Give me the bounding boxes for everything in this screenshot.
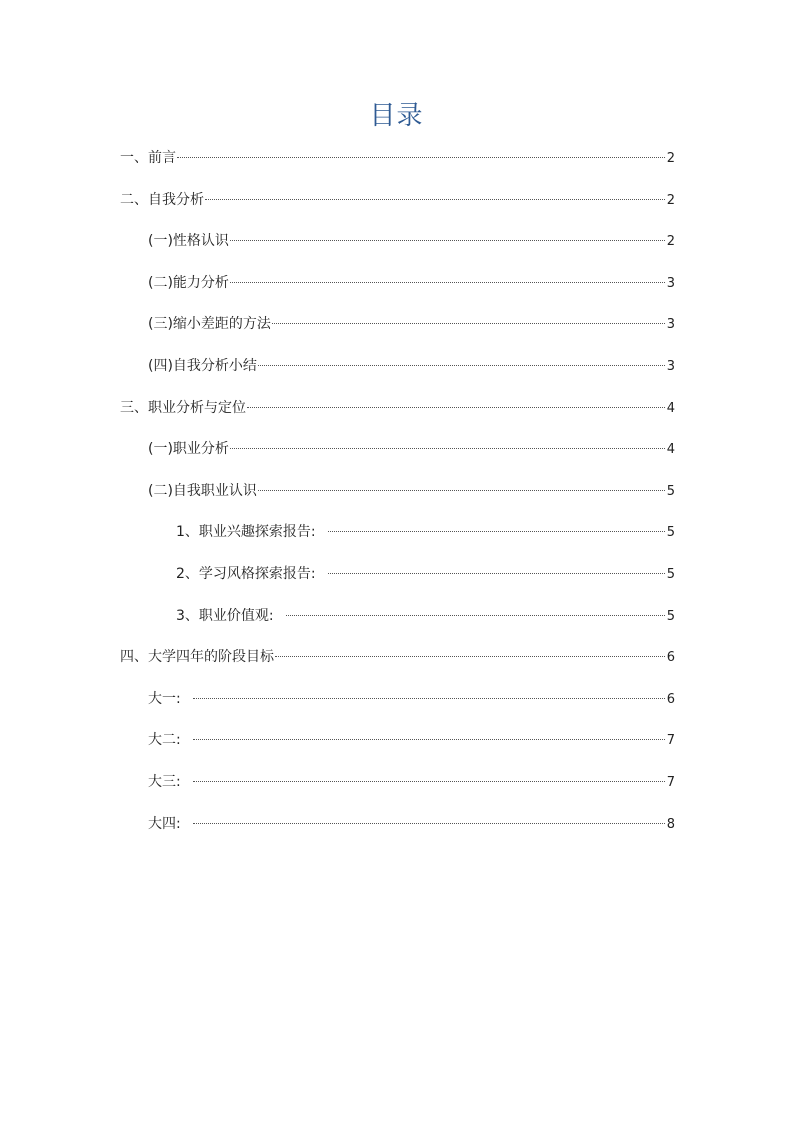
toc-entry-label: (二)能力分析 bbox=[148, 274, 229, 291]
dot-leader bbox=[328, 573, 665, 574]
toc-entry[interactable] bbox=[120, 810, 675, 852]
toc-page-number: 5 bbox=[666, 483, 675, 499]
dot-leader bbox=[193, 698, 665, 699]
toc-entry[interactable] bbox=[120, 269, 675, 311]
toc-page-number: 6 bbox=[666, 691, 675, 707]
toc-entry-label: (四)自我分析小结 bbox=[148, 357, 257, 374]
dot-leader bbox=[230, 448, 665, 449]
dot-leader bbox=[286, 615, 665, 616]
toc-entry-label: 大一: bbox=[148, 690, 181, 707]
toc-list bbox=[120, 144, 675, 851]
dot-leader bbox=[193, 823, 665, 824]
toc-page-number: 8 bbox=[666, 816, 675, 832]
toc-entry[interactable] bbox=[120, 602, 675, 644]
toc-entry-label: 3、职业价值观: bbox=[176, 607, 274, 624]
toc-entry-label: 一、前言 bbox=[120, 150, 176, 166]
dot-leader bbox=[275, 656, 665, 657]
dot-leader bbox=[258, 490, 665, 491]
toc-entry[interactable] bbox=[120, 643, 675, 685]
toc-page-number: 3 bbox=[666, 275, 675, 291]
toc-page-number: 7 bbox=[666, 774, 675, 790]
toc-page-number: 5 bbox=[666, 566, 675, 582]
toc-page-number: 3 bbox=[666, 317, 675, 333]
toc-entry[interactable] bbox=[120, 186, 675, 228]
toc-page-number: 2 bbox=[666, 234, 675, 250]
dot-leader bbox=[193, 781, 665, 782]
toc-entry[interactable] bbox=[120, 394, 675, 436]
dot-leader bbox=[230, 282, 665, 283]
dot-leader bbox=[258, 365, 665, 366]
toc-page-number: 5 bbox=[666, 525, 675, 541]
toc-entry-label: 大二: bbox=[148, 732, 181, 749]
toc-entry-label: (一)职业分析 bbox=[148, 441, 229, 458]
dot-leader bbox=[230, 240, 665, 241]
toc-entry[interactable] bbox=[120, 352, 675, 394]
toc-entry-label: 大三: bbox=[148, 773, 181, 790]
toc-page-number: 4 bbox=[666, 400, 675, 416]
toc-page-number: 3 bbox=[666, 358, 675, 374]
toc-page-number: 7 bbox=[666, 733, 675, 749]
toc-entry-label: 四、大学四年的阶段目标 bbox=[120, 649, 274, 666]
dot-leader bbox=[272, 323, 665, 324]
toc-entry[interactable] bbox=[120, 144, 675, 186]
toc-entry-label: (一)性格认识 bbox=[148, 233, 229, 250]
toc-entry[interactable] bbox=[120, 768, 675, 810]
toc-entry-label: 二、自我分析 bbox=[120, 191, 204, 208]
dot-leader bbox=[193, 739, 665, 740]
toc-entry-label: 三、职业分析与定位 bbox=[120, 399, 246, 416]
toc-entry[interactable] bbox=[120, 560, 675, 602]
toc-page-number: 6 bbox=[666, 650, 675, 666]
toc-page-number: 2 bbox=[666, 151, 675, 166]
toc-entry-label: 大四: bbox=[148, 815, 181, 832]
toc-entry-label: 2、学习风格探索报告: bbox=[176, 565, 316, 582]
toc-page-number: 4 bbox=[666, 442, 675, 458]
toc-title: 目录 bbox=[369, 101, 424, 131]
toc-entry[interactable] bbox=[120, 726, 675, 768]
toc-entry-label: 1、职业兴趣探索报告: bbox=[176, 524, 316, 541]
toc-entry-label: (三)缩小差距的方法 bbox=[148, 316, 271, 333]
dot-leader bbox=[177, 157, 665, 158]
toc-entry[interactable] bbox=[120, 227, 675, 269]
toc-entry[interactable] bbox=[120, 518, 675, 560]
toc-entry[interactable] bbox=[120, 310, 675, 352]
toc-entry[interactable] bbox=[120, 685, 675, 727]
toc-entry[interactable] bbox=[120, 435, 675, 477]
toc-page-number: 5 bbox=[666, 608, 675, 624]
dot-leader bbox=[205, 199, 665, 200]
dot-leader bbox=[247, 407, 665, 408]
toc-page-number: 2 bbox=[666, 192, 675, 208]
toc-entry-label: (二)自我职业认识 bbox=[148, 482, 257, 499]
toc-entry[interactable] bbox=[120, 477, 675, 519]
dot-leader bbox=[328, 531, 665, 532]
